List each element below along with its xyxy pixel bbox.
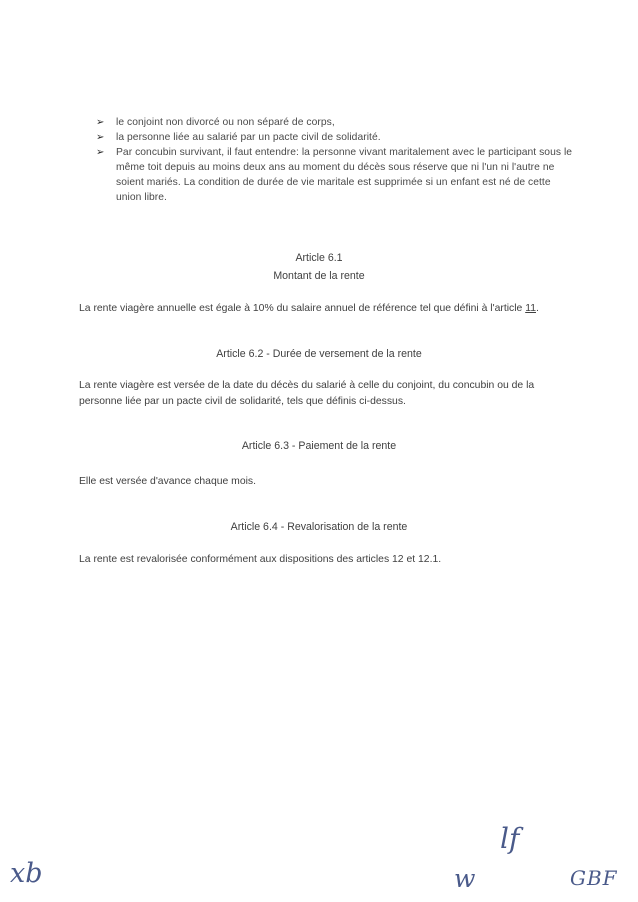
article-6-2-text: La rente viagère est versée de la date du décès du salarié à celle du conjoint, du concubin ou de la personne liée par un pacte civil de solidarité, tels que définis ci-dessus. bbox=[79, 380, 535, 407]
beneficiary-list bbox=[96, 115, 574, 205]
article-6-4-text: La rente est revalorisée conformément aux dispositions des articles 12 et 12.1. bbox=[79, 554, 442, 565]
article-6-1-title: Montant de la rente bbox=[273, 270, 365, 282]
arrow-bullet-icon: ➢ bbox=[96, 147, 105, 158]
initials-middle: w bbox=[454, 864, 476, 893]
article-6-3-heading: Article 6.3 - Paiement de la rente bbox=[241, 440, 397, 452]
list-item-text: le conjoint non divorcé ou non séparé de corps, bbox=[116, 117, 335, 128]
initials-right: GBF bbox=[570, 866, 618, 890]
arrow-bullet-icon: ➢ bbox=[96, 132, 105, 143]
article-6-1-text-end: . bbox=[536, 303, 539, 314]
article-6-3-text: Elle est versée d'avance chaque mois. bbox=[79, 476, 256, 487]
list-item-text: la personne liée au salarié par un pacte civil de solidarité. bbox=[116, 132, 381, 143]
article-reference-link: 11 bbox=[525, 303, 536, 314]
arrow-bullet-icon: ➢ bbox=[96, 117, 105, 128]
list-item-text: Par concubin survivant, il faut entendre: la personne vivant maritalement avec le participant sous le même toit depuis au moins deux ans au moment du décès sous réserve que ni l'un ni l'autre ne soient mariés. La condition de durée de vie maritale est supprimée si un enfant est né de cette union libre. bbox=[116, 147, 573, 203]
article-6-1-text-main: La rente viagère annuelle est égale à 10% du salaire annuel de référence tel que défini à l'article bbox=[79, 303, 526, 314]
article-6-4-heading: Article 6.4 - Revalorisation de la rente bbox=[230, 521, 408, 533]
article-6-2-heading: Article 6.2 - Durée de versement de la rente bbox=[216, 348, 422, 360]
list-item bbox=[96, 130, 574, 145]
list-item bbox=[96, 145, 574, 205]
initials-right-top: lf bbox=[500, 822, 520, 855]
list-item bbox=[96, 115, 574, 130]
article-6-1-number: Article 6.1 bbox=[295, 252, 343, 264]
initials-left: xb bbox=[10, 858, 43, 889]
article-6-1-text bbox=[79, 301, 569, 317]
